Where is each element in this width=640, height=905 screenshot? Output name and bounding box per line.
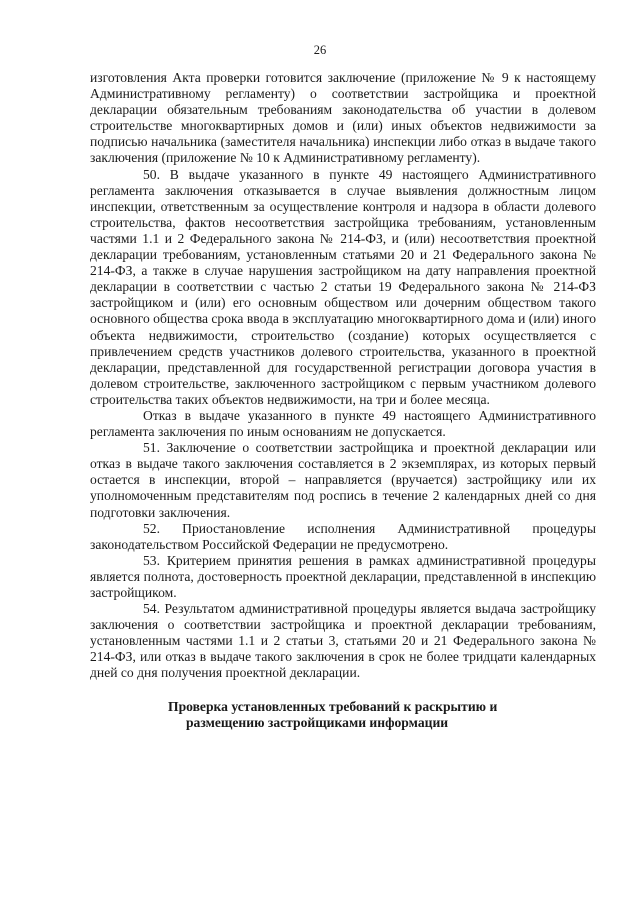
paragraph-refusal-note: Отказ в выдаче указанного в пункте 49 настоящего Административного регламента заключения по иным основаниям не допускается. xyxy=(90,407,596,440)
paragraph-54: 54. Результатом административной процедуры является выдача застройщику заключения о соответствии застройщика и проектной декларации требованиям, установленным частями 1.1 и 2 статьи 3, статьями 20 и 21 Федерального закона № 214-ФЗ, или отказ в выдаче такого заключения в срок не более тридцати календарных дней со дня получения проектной декларации. xyxy=(90,601,596,681)
paragraph-53: 53. Критерием принятия решения в рамках административной процедуры является полнота, достоверность проектной декларации, представленной в инспекцию застройщиком. xyxy=(90,552,596,600)
section-heading-line-1: Проверка установленных требований к раскрытию и xyxy=(168,698,498,714)
paragraph-continuation: изготовления Акта проверки готовится заключение (приложение № 9 к настоящему Административному регламенту) о соответствии застройщика и проектной декларации обязательным требованиям законодательства об участии в долевом строительстве многоквартирных домов и (или) иных объектов недвижимости за подписью начальника (заместителя начальника) инспекции либо отказ в выдаче такого заключения (приложение № 10 к Административному регламенту). xyxy=(90,70,596,166)
paragraph-52: 52. Приостановление исполнения Административной процедуры законодательством Российской Федерации не предусмотрено. xyxy=(90,520,596,552)
section-heading xyxy=(90,699,596,731)
document-body xyxy=(90,70,596,731)
section-heading-line-2: размещению застройщиками информации xyxy=(186,714,449,730)
page-number: 26 xyxy=(313,43,327,57)
paragraph-50: 50. В выдаче указанного в пункте 49 настоящего Административного регламента заключения отказывается в случае выявления должностным лицом инспекции, ответственным за осуществление контроля и надзора в области долевого строительства, фактов несоответствия застройщика требованиям, установленным частями 1.1 и 2 Федерального закона № 214-ФЗ, и (или) несоответствия проектной декларации требованиям, установленным статьями 20 и 21 Федерального закона № 214-ФЗ, а также в случае нарушения застройщиком на дату направления проектной декларации в соответствии с частью 2 статьи 19 Федерального закона № 214-ФЗ застройщиком и (или) его основным обществом или дочерним обществом такого основного общества срока ввода в эксплуатацию многоквартирного дома и (или) иного объекта недвижимости, строительство (создание) которых осуществляется с привлечением средств участников долевого строительства, указанного в проектной декларации, представленной для государственной регистрации договора участия в долевом строительстве, заключенного застройщиком с первым участником долевого строительства таких объектов недвижимости, на три и более месяца. xyxy=(90,166,596,407)
paragraph-51: 51. Заключение о соответствии застройщика и проектной декларации или отказ в выдаче такого заключения составляется в 2 экземплярах, из которых первый остается в инспекции, второй – направляется (вручается) застройщику или их уполномоченным представителям под роспись в течение 2 календарных дней со дня подготовки заключения. xyxy=(90,440,596,520)
